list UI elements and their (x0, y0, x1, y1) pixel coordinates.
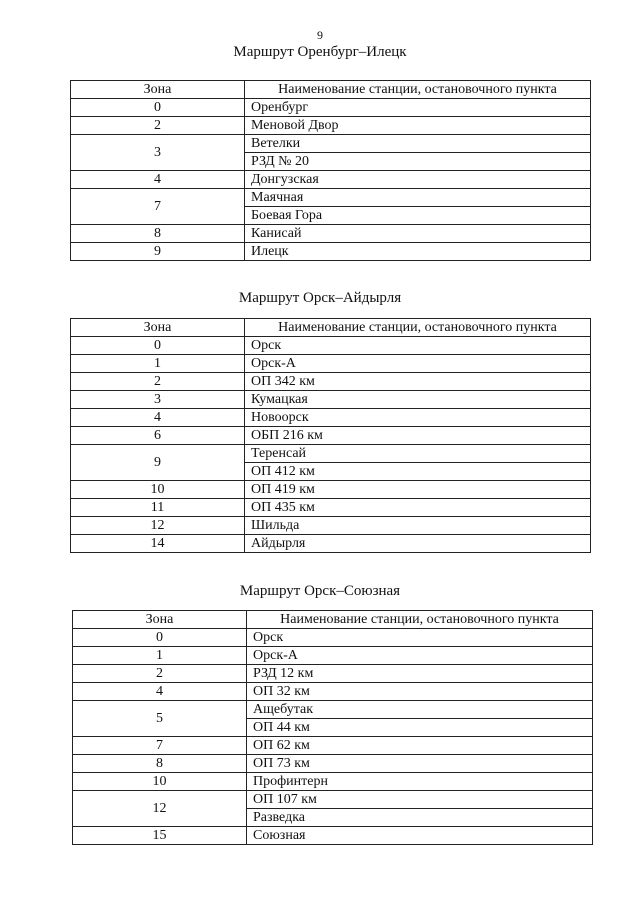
zone-cell: 11 (71, 499, 245, 517)
table-row (73, 737, 593, 755)
station-name-cell: ОП 44 км (247, 719, 593, 737)
table-row (73, 665, 593, 683)
table-row (73, 629, 593, 647)
station-name-cell: РЗД 12 км (247, 665, 593, 683)
table-row (73, 755, 593, 773)
station-name-cell: РЗД № 20 (245, 153, 591, 171)
table-row (71, 355, 591, 373)
station-name-cell: Донгузская (245, 171, 591, 189)
table-row (73, 683, 593, 701)
station-name-cell: Канисай (245, 225, 591, 243)
table-row (71, 99, 591, 117)
station-name-cell: Союзная (247, 827, 593, 845)
table-row (73, 827, 593, 845)
table-row (71, 427, 591, 445)
route-title-orsk-soyuznaya: Маршрут Орск–Союзная (239, 583, 401, 599)
station-name-cell: Боевая Гора (245, 207, 591, 225)
column-header-station-name: Наименование станции, остановочного пункта (247, 611, 593, 629)
station-name-cell: ОП 419 км (245, 481, 591, 499)
zone-cell: 4 (71, 171, 245, 189)
station-name-cell: ОП 62 км (247, 737, 593, 755)
table-header-row (71, 319, 591, 337)
table-row (71, 117, 591, 135)
route-title-orenburg-iletsk: Маршрут Оренбург–Илецк (233, 44, 407, 60)
station-name-cell: Кумацкая (245, 391, 591, 409)
table-row (71, 517, 591, 535)
zone-cell: 6 (71, 427, 245, 445)
zone-cell: 4 (71, 409, 245, 427)
table-row (71, 409, 591, 427)
station-name-cell: ОБП 216 км (245, 427, 591, 445)
table-row (71, 243, 591, 261)
station-name-cell: Айдырля (245, 535, 591, 553)
table-row (71, 171, 591, 189)
zone-cell: 7 (73, 737, 247, 755)
station-name-cell: Ащебутак (247, 701, 593, 719)
station-name-cell: ОП 342 км (245, 373, 591, 391)
route-title-orsk-aidyrlya: Маршрут Орск–Айдырля (238, 290, 402, 306)
station-name-cell: ОП 32 км (247, 683, 593, 701)
zone-cell: 7 (71, 189, 245, 225)
table-row (73, 701, 593, 719)
table-row (71, 373, 591, 391)
zone-cell: 1 (71, 355, 245, 373)
zone-cell: 0 (73, 629, 247, 647)
zone-table-orsk-aidyrlya (70, 318, 591, 553)
station-name-cell: Оренбург (245, 99, 591, 117)
zone-cell: 3 (71, 391, 245, 409)
zone-cell: 0 (71, 99, 245, 117)
table-row (73, 647, 593, 665)
table-row (71, 499, 591, 517)
zone-cell: 0 (71, 337, 245, 355)
station-name-cell: Теренсай (245, 445, 591, 463)
zone-cell: 9 (71, 445, 245, 481)
station-name-cell: Шильда (245, 517, 591, 535)
zone-cell: 8 (71, 225, 245, 243)
table-header-row (71, 81, 591, 99)
table-row (73, 773, 593, 791)
station-name-cell: Меновой Двор (245, 117, 591, 135)
zone-cell: 12 (71, 517, 245, 535)
zone-cell: 3 (71, 135, 245, 171)
zone-cell: 12 (73, 791, 247, 827)
station-name-cell: Орск-А (245, 355, 591, 373)
station-name-cell: Орск (245, 337, 591, 355)
zone-cell: 15 (73, 827, 247, 845)
zone-cell: 9 (71, 243, 245, 261)
column-header-station-name: Наименование станции, остановочного пункта (245, 319, 591, 337)
station-name-cell: Маячная (245, 189, 591, 207)
column-header-zone: Зона (71, 81, 245, 99)
station-name-cell: Профинтерн (247, 773, 593, 791)
table-row (73, 791, 593, 809)
station-name-cell: ОП 73 км (247, 755, 593, 773)
zone-cell: 10 (73, 773, 247, 791)
zone-cell: 1 (73, 647, 247, 665)
column-header-zone: Зона (71, 319, 245, 337)
station-name-cell: ОП 435 км (245, 499, 591, 517)
zone-cell: 2 (71, 117, 245, 135)
table-row (71, 535, 591, 553)
page-number: 9 (317, 28, 323, 42)
zone-cell: 2 (73, 665, 247, 683)
station-name-cell: Илецк (245, 243, 591, 261)
station-name-cell: Орск-А (247, 647, 593, 665)
station-name-cell: Разведка (247, 809, 593, 827)
table-row (71, 225, 591, 243)
zone-cell: 5 (73, 701, 247, 737)
zone-cell: 10 (71, 481, 245, 499)
table-header-row (73, 611, 593, 629)
station-name-cell: Ветелки (245, 135, 591, 153)
zone-cell: 4 (73, 683, 247, 701)
station-name-cell: Новоорск (245, 409, 591, 427)
table-row (71, 445, 591, 463)
station-name-cell: ОП 107 км (247, 791, 593, 809)
table-row (71, 337, 591, 355)
column-header-station-name: Наименование станции, остановочного пункта (245, 81, 591, 99)
zone-cell: 8 (73, 755, 247, 773)
table-row (71, 189, 591, 207)
table-row (71, 391, 591, 409)
station-name-cell: ОП 412 км (245, 463, 591, 481)
table-row (71, 481, 591, 499)
zone-cell: 2 (71, 373, 245, 391)
zone-cell: 14 (71, 535, 245, 553)
table-row (71, 135, 591, 153)
column-header-zone: Зона (73, 611, 247, 629)
zone-table-orsk-soyuznaya (72, 610, 593, 845)
station-name-cell: Орск (247, 629, 593, 647)
zone-table-orenburg-iletsk (70, 80, 591, 261)
